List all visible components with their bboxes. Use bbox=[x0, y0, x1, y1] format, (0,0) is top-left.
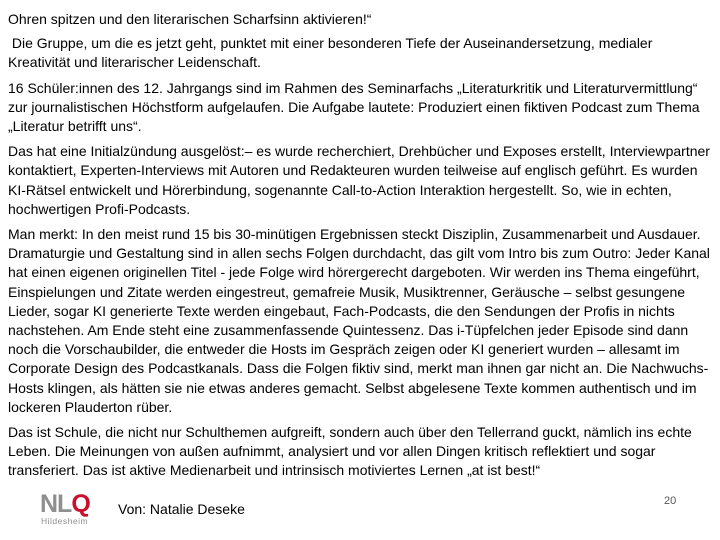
paragraph-group-text: Die Gruppe, um die es jetzt geht, punktet mit einer besonderen Tiefe der Auseinandersetzung, medialer Kreativität und literarischer Leidenschaft. bbox=[8, 35, 653, 71]
paragraph-intro-quote: Ohren spitzen und den literarischen Scharfsinn aktivieren!“ bbox=[8, 11, 372, 27]
page-number: 20 bbox=[664, 495, 677, 507]
nlq-logo bbox=[40, 492, 110, 528]
author-credit: Von: Natalie Deseke bbox=[118, 501, 245, 517]
nlq-logo-q: Q bbox=[71, 490, 90, 518]
nlq-logo-letters: NL bbox=[40, 490, 72, 518]
paragraph-results: Man merkt: In den meist rund 15 bis 30-minütigen Ergebnissen steckt Disziplin, Zusammenarbeit und Ausdauer. Dramaturgie und Gestaltung sind in allen sechs Folgen durchdacht, das gilt vom Intro bis zum Outro: Jeder Kanal hat einen eigenen originellen Titel - jede Folge wird hörergerecht dargeboten. Wir werden ins Thema eingeführt, Einspielungen und Zitate werden eingestreut, gemafreie Musik, Musiktrenner, Geräusche – selbst gesungene Lieder, sogar KI generierte Texte werden eingebaut, Fach-Podcasts, die den Sendungen der Profis in nichts nachstehen. Am Ende steht eine zusammenfassende Quintessenz. Das i-Tüpfelchen jeder Episode sind dann noch die Vorschaubilder, die entweder die Hosts im Gespräch zeigen oder KI generiert wurden – allesamt im Corporate Design des Podcastkanals. Dass die Folgen fiktiv sind, merkt man ihnen gar nicht an. Die Nachwuchs-Hosts klingen, als hätten sie nie etwas anderes gemacht. Selbst abgelesene Texte kommen authentisch und im lockeren Plauderton rüber. bbox=[8, 226, 710, 415]
paragraph-group bbox=[8, 34, 712, 72]
paragraph-seminar: 16 Schüler:innen des 12. Jahrgangs sind im Rahmen des Seminarfachs „Literaturkritik und Literaturvermittlung“ zur journalistischen Höchstform aufgelaufen. Die Aufgabe lautete: Produziert einen fiktiven Podcast zum Thema „Literatur betrifft uns“. bbox=[8, 79, 700, 135]
slide-text-body bbox=[8, 10, 712, 487]
paragraph-initial-spark: Das hat eine Initialzündung ausgelöst:– es wurde recherchiert, Drehbücher und Exposes erstellt, Interviewpartner kontaktiert, Experten-Interviews mit Autoren und Redakteuren wurden teilweise auf englisch geführt. Es wurden KI-Rätsel entwickelt und Hörerbindung, sogenannte Call-to-Action Interaktion hergestellt. So, wie in echten, hochwertigen Profi-Podcasts. bbox=[8, 143, 710, 217]
paragraph-conclusion: Das ist Schule, die nicht nur Schulthemen aufgreift, sondern auch über den Tellerrand guckt, nämlich ins echte Leben. Die Meinungen von außen aufnimmt, analysiert und vor allen Dingen kritisch reflektiert und sogar transferiert. Das ist aktive Medienarbeit und intrinsisch motiviertes Lernen „at ist best!“ bbox=[8, 424, 692, 479]
nlq-logo-subtitle: Hildesheim bbox=[41, 516, 89, 526]
nlq-logo-wordmark bbox=[40, 492, 90, 517]
